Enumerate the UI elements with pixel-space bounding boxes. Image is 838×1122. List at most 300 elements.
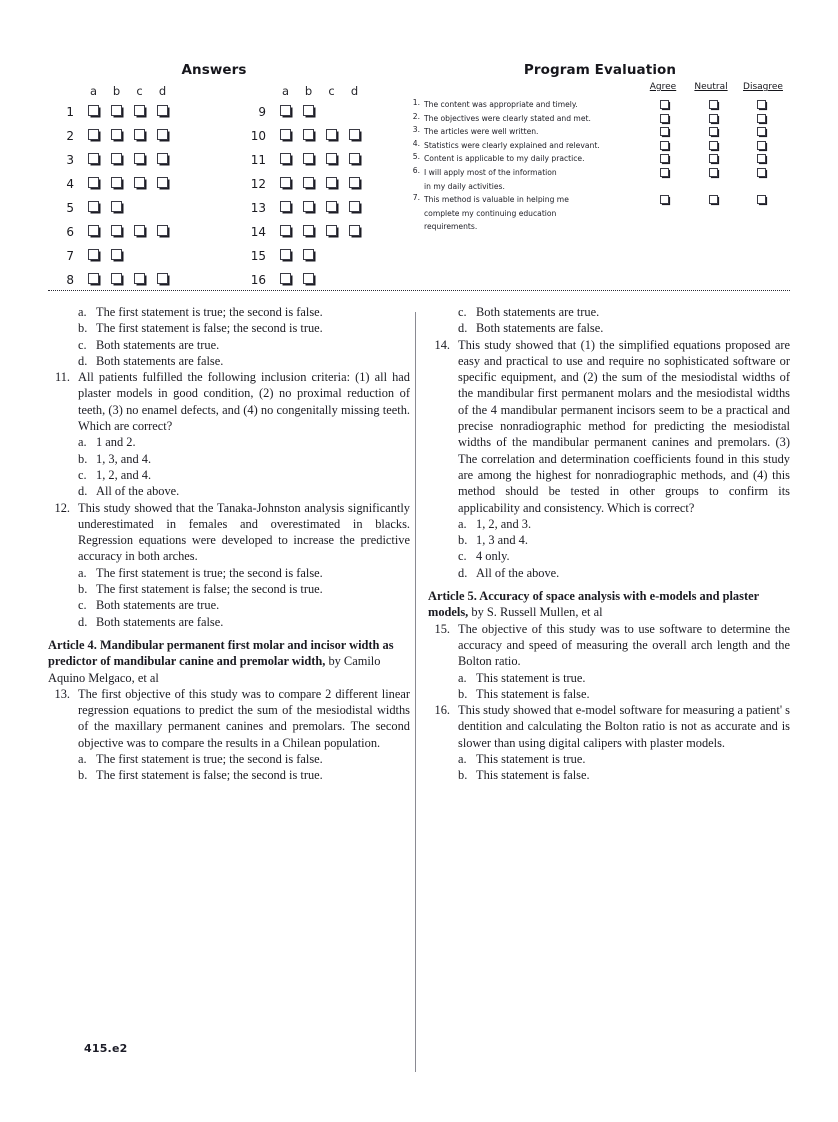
question-item (428, 337, 790, 516)
answers-column-header-c: c (328, 84, 335, 98)
answers-row-number: 11 (250, 153, 266, 167)
answers-title: Answers (181, 62, 247, 78)
program-evaluation-row (406, 152, 806, 166)
answers-column-header-a: a (89, 84, 98, 98)
program-evaluation-item-continuation (406, 220, 806, 234)
answers-row-number: 3 (66, 153, 74, 167)
question-number: 16. (434, 703, 450, 718)
program-evaluation-rows (406, 98, 806, 234)
column-divider (415, 312, 416, 1072)
evaluation-checkbox-3-disagree[interactable] (757, 127, 766, 138)
answers-row-number: 12 (250, 177, 266, 191)
answer-checkbox-9b[interactable] (297, 100, 320, 124)
option-letter: a. (78, 752, 87, 767)
answers-row-number: 2 (66, 129, 74, 143)
checkbox-icon[interactable] (111, 153, 122, 164)
answer-option (48, 565, 410, 581)
checkbox-icon[interactable] (280, 105, 291, 116)
checkbox-icon[interactable] (660, 127, 669, 136)
checkbox-icon[interactable] (757, 100, 766, 109)
answers-row (48, 172, 174, 196)
option-text: This statement is true. (476, 752, 586, 767)
checkbox-icon[interactable] (280, 129, 291, 140)
program-evaluation-item-number: 2. (412, 111, 420, 121)
program-evaluation-row (406, 125, 806, 139)
program-evaluation-scale-header (406, 82, 806, 98)
program-evaluation-item-number: 5. (412, 152, 420, 162)
program-evaluation-row (406, 139, 806, 153)
answer-cell-empty (128, 244, 151, 268)
checkbox-icon[interactable] (134, 153, 145, 164)
checkbox-icon[interactable] (757, 141, 766, 150)
answers-table-body-right (240, 100, 366, 292)
answers-row (48, 220, 174, 244)
answer-option (428, 304, 790, 320)
checkbox-icon[interactable] (280, 177, 291, 188)
checkbox-icon[interactable] (709, 114, 718, 123)
option-text: All of the above. (476, 565, 560, 580)
evaluation-checkbox-7-disagree[interactable] (757, 195, 766, 206)
answers-row-number: 4 (66, 177, 74, 191)
checkbox-icon[interactable] (88, 105, 99, 116)
section-divider-dotted (48, 290, 790, 291)
checkbox-icon[interactable] (111, 177, 122, 188)
checkbox-icon[interactable] (88, 225, 99, 236)
answer-option (48, 320, 410, 336)
checkbox-icon[interactable] (660, 114, 669, 123)
checkbox-icon[interactable] (157, 153, 168, 164)
program-evaluation-continuation-text: in my daily activities. (424, 181, 505, 191)
program-evaluation-continuation-text: requirements. (424, 222, 478, 232)
answer-checkbox-12b[interactable] (297, 172, 320, 196)
answers-row-number: 15 (250, 249, 266, 263)
option-letter: a. (78, 305, 87, 319)
option-letter: c. (458, 549, 467, 564)
answer-option (48, 353, 410, 369)
checkbox-icon[interactable] (303, 201, 314, 212)
option-letter: b. (78, 321, 88, 336)
option-text: This statement is false. (476, 768, 590, 783)
checkbox-icon[interactable] (134, 177, 145, 188)
question-body (0, 304, 838, 1094)
evaluation-checkbox-7-agree[interactable] (660, 195, 669, 206)
spacer (428, 581, 790, 584)
checkbox-icon[interactable] (326, 177, 337, 188)
program-evaluation-row (406, 112, 806, 126)
answer-checkbox-1d[interactable] (151, 100, 174, 124)
checkbox-icon[interactable] (757, 114, 766, 123)
answer-option (428, 565, 790, 581)
checkbox-icon[interactable] (134, 225, 145, 236)
program-evaluation-item-text: The articles were well written. (424, 127, 539, 137)
option-letter: b. (458, 533, 468, 548)
answer-option (428, 532, 790, 548)
checkbox-icon[interactable] (303, 153, 314, 164)
option-text: This statement is false. (476, 686, 590, 701)
checkbox-icon[interactable] (303, 249, 314, 260)
answer-option (48, 337, 410, 353)
option-letter: b. (78, 768, 88, 783)
checkbox-icon[interactable] (349, 129, 360, 140)
checkbox-icon[interactable] (111, 225, 122, 236)
checkbox-icon[interactable] (157, 177, 168, 188)
checkbox-icon[interactable] (111, 201, 122, 212)
checkbox-icon[interactable] (709, 154, 718, 163)
checkbox-icon[interactable] (660, 100, 669, 109)
checkbox-icon[interactable] (349, 177, 360, 188)
checkbox-icon[interactable] (709, 195, 718, 204)
checkbox-icon[interactable] (111, 129, 122, 140)
checkbox-icon[interactable] (111, 105, 122, 116)
answers-row-number: 5 (66, 201, 74, 215)
checkbox-icon[interactable] (157, 273, 168, 284)
checkbox-icon[interactable] (111, 249, 122, 260)
option-text: Both statements are true. (96, 337, 220, 352)
evaluation-checkbox-2-neutral[interactable] (709, 114, 718, 125)
checkbox-icon[interactable] (88, 273, 99, 284)
answer-checkbox-13a[interactable] (274, 196, 297, 220)
answer-checkbox-6d[interactable] (151, 220, 174, 244)
answer-cell-empty (320, 244, 343, 268)
option-text: Both statements are true. (96, 598, 220, 613)
option-letter: d. (458, 321, 468, 336)
question-text: All patients fulfilled the following inclusion criteria: (1) all had plaster models in good condition, (2) no proximal reduction of teeth, (3) no enamel defects, and (4) no congenitally missing teeth. Which are correct? (78, 370, 410, 434)
option-text: 1, 3 and 4. (476, 533, 528, 548)
answer-checkbox-7a[interactable] (82, 244, 105, 268)
checkbox-icon[interactable] (88, 153, 99, 164)
answers-table-left (48, 82, 174, 292)
answer-option (48, 467, 410, 483)
answer-cell-empty (151, 244, 174, 268)
checkbox-icon[interactable] (280, 153, 291, 164)
answers-row (240, 268, 366, 292)
program-evaluation-item-number: 6. (412, 165, 420, 175)
evaluation-checkbox-4-neutral[interactable] (709, 141, 718, 152)
answers-header-blank (48, 82, 82, 100)
answer-option (48, 751, 410, 767)
checkbox-icon[interactable] (280, 273, 291, 284)
answer-checkbox-10c[interactable] (320, 124, 343, 148)
checkbox-icon[interactable] (709, 168, 718, 177)
answer-checkbox-7b[interactable] (105, 244, 128, 268)
answer-checkbox-4b[interactable] (105, 172, 128, 196)
evaluation-checkbox-5-disagree[interactable] (757, 154, 766, 165)
question-text: This study showed that e-model software for measuring a patient' s dentition and calculating the Bolton ratio is not as accurate and is slower than using digital calipers with plaster models. (458, 703, 790, 750)
answer-checkbox-5a[interactable] (82, 196, 105, 220)
evaluation-checkbox-3-agree[interactable] (660, 127, 669, 138)
answer-checkbox-15a[interactable] (274, 244, 297, 268)
answer-checkbox-8c[interactable] (128, 268, 151, 292)
answers-row (240, 196, 366, 220)
answer-checkbox-13c[interactable] (320, 196, 343, 220)
checkbox-icon[interactable] (303, 273, 314, 284)
option-text: The first statement is true; the second is false. (96, 752, 323, 767)
program-evaluation-block (406, 82, 806, 234)
evaluation-checkbox-5-neutral[interactable] (709, 154, 718, 165)
answer-checkbox-14c[interactable] (320, 220, 343, 244)
answer-checkbox-12a[interactable] (274, 172, 297, 196)
answer-checkbox-3b[interactable] (105, 148, 128, 172)
evaluation-checkbox-1-neutral[interactable] (709, 100, 718, 111)
evaluation-checkbox-6-disagree[interactable] (757, 168, 766, 179)
program-evaluation-item-text: This method is valuable in helping me (424, 195, 569, 205)
question-column-right (428, 304, 790, 784)
answers-row (240, 124, 366, 148)
checkbox-icon[interactable] (660, 168, 669, 177)
answer-checkbox-3c[interactable] (128, 148, 151, 172)
spacer (48, 630, 410, 633)
answer-option (48, 451, 410, 467)
answer-checkbox-6c[interactable] (128, 220, 151, 244)
answers-table-head-right (240, 82, 366, 100)
checkbox-icon[interactable] (660, 154, 669, 163)
answers-row (240, 172, 366, 196)
answers-row-number: 10 (250, 129, 266, 143)
answer-checkbox-16b[interactable] (297, 268, 320, 292)
option-letter: b. (78, 582, 88, 597)
program-evaluation-continuation-text: complete my continuing education (424, 208, 557, 218)
answer-cell-empty (320, 268, 343, 292)
option-letter: d. (78, 614, 88, 629)
question-number: 13. (54, 686, 70, 701)
checkbox-icon[interactable] (88, 249, 99, 260)
program-evaluation-item-number: 4. (412, 138, 420, 148)
option-text: 1, 2, and 3. (476, 516, 532, 531)
checkbox-icon[interactable] (660, 141, 669, 150)
answer-checkbox-6a[interactable] (82, 220, 105, 244)
answers-column-header-d: d (350, 84, 359, 98)
answers-column-header-c: c (136, 84, 143, 98)
answer-checkbox-11b[interactable] (297, 148, 320, 172)
option-text: The first statement is false; the second is true. (96, 321, 323, 336)
option-letter: b. (78, 451, 88, 466)
checkbox-icon[interactable] (757, 168, 766, 177)
option-text: 4 only. (476, 549, 510, 564)
answers-column-header-d: d (158, 84, 167, 98)
answer-option (48, 434, 410, 450)
checkbox-icon[interactable] (134, 129, 145, 140)
answers-column-header-b: b (112, 84, 121, 98)
answer-checkbox-14b[interactable] (297, 220, 320, 244)
option-letter: c. (78, 337, 87, 352)
answer-checkbox-2a[interactable] (82, 124, 105, 148)
evaluation-checkbox-4-agree[interactable] (660, 141, 669, 152)
answers-row-number: 1 (66, 105, 74, 119)
program-evaluation-item-number: 1. (412, 98, 420, 107)
answers-row-number: 6 (66, 225, 74, 239)
checkbox-icon[interactable] (157, 225, 168, 236)
answers-header-row-right (240, 82, 366, 100)
option-text: Both statements are false. (476, 321, 604, 336)
evaluation-checkbox-4-disagree[interactable] (757, 141, 766, 152)
option-letter: a. (458, 516, 467, 531)
answer-checkbox-2b[interactable] (105, 124, 128, 148)
answers-row (48, 244, 174, 268)
option-letter: b. (458, 768, 468, 783)
answer-checkbox-4d[interactable] (151, 172, 174, 196)
checkbox-icon[interactable] (303, 225, 314, 236)
checkbox-icon[interactable] (157, 105, 168, 116)
answer-checkbox-4c[interactable] (128, 172, 151, 196)
question-text: The first objective of this study was to compare 2 different linear regression equations to predict the sum of the mesiodistal widths of the maxillary permanent canines and premolars. The second objective was to compare the results in a Chilean population. (78, 686, 410, 750)
question-number: 11. (54, 370, 70, 385)
checkbox-icon[interactable] (349, 225, 360, 236)
option-text: Both statements are false. (96, 614, 224, 629)
evaluation-checkbox-2-agree[interactable] (660, 114, 669, 125)
option-letter: c. (78, 467, 87, 482)
checkbox-icon[interactable] (660, 195, 669, 204)
option-text: All of the above. (96, 484, 180, 499)
answer-checkbox-3d[interactable] (151, 148, 174, 172)
answer-checkbox-10b[interactable] (297, 124, 320, 148)
answers-row-number: 7 (66, 249, 74, 263)
answer-checkbox-5b[interactable] (105, 196, 128, 220)
checkbox-icon[interactable] (134, 105, 145, 116)
answer-checkbox-14a[interactable] (274, 220, 297, 244)
option-letter: d. (78, 484, 88, 499)
option-text: 1, 3, and 4. (96, 451, 152, 466)
checkbox-icon[interactable] (280, 201, 291, 212)
option-letter: c. (458, 305, 467, 319)
article-title: Article 5. Accuracy of space analysis with e-models and plaster models, (428, 589, 759, 620)
question-number: 14. (434, 337, 450, 352)
checkbox-icon[interactable] (709, 141, 718, 150)
answer-checkbox-8d[interactable] (151, 268, 174, 292)
answer-checkbox-1a[interactable] (82, 100, 105, 124)
answer-option (48, 581, 410, 597)
answer-checkbox-6b[interactable] (105, 220, 128, 244)
checkbox-icon[interactable] (757, 154, 766, 163)
checkbox-icon[interactable] (303, 129, 314, 140)
answer-checkbox-8a[interactable] (82, 268, 105, 292)
checkbox-icon[interactable] (326, 225, 337, 236)
checkbox-icon[interactable] (88, 177, 99, 188)
checkbox-icon[interactable] (111, 273, 122, 284)
answer-checkbox-11a[interactable] (274, 148, 297, 172)
checkbox-icon[interactable] (349, 153, 360, 164)
answers-row-number: 8 (66, 273, 74, 287)
answers-column-header-b: b (304, 84, 313, 98)
question-item (48, 686, 410, 751)
answer-checkbox-8b[interactable] (105, 268, 128, 292)
answer-checkbox-14d[interactable] (343, 220, 366, 244)
evaluation-checkbox-5-agree[interactable] (660, 154, 669, 165)
checkbox-icon[interactable] (280, 249, 291, 260)
program-evaluation-row (406, 193, 806, 207)
checkbox-icon[interactable] (757, 195, 766, 204)
evaluation-checkbox-1-disagree[interactable] (757, 100, 766, 111)
checkbox-icon[interactable] (757, 127, 766, 136)
answer-checkbox-4a[interactable] (82, 172, 105, 196)
answers-row-number: 14 (250, 225, 266, 239)
program-evaluation-item-text: The objectives were clearly stated and met. (424, 113, 591, 123)
option-text: Both statements are true. (476, 305, 600, 319)
answer-checkbox-3a[interactable] (82, 148, 105, 172)
answer-checkbox-16a[interactable] (274, 268, 297, 292)
answer-checkbox-9a[interactable] (274, 100, 297, 124)
answer-sheet-section (0, 0, 838, 300)
program-evaluation-row (406, 98, 806, 112)
answers-row (240, 100, 366, 124)
checkbox-icon[interactable] (326, 201, 337, 212)
scale-header-neutral: Neutral (694, 82, 728, 92)
answer-checkbox-15b[interactable] (297, 244, 320, 268)
answer-checkbox-13d[interactable] (343, 196, 366, 220)
checkbox-icon[interactable] (349, 201, 360, 212)
option-letter: a. (458, 670, 467, 685)
option-text: The first statement is false; the second is true. (96, 768, 323, 783)
question-text: This study showed that (1) the simplified equations proposed are easy and practical to use and require no sophisticated software or specific equipment, and (2) the sum of the mesiodistal widths of the mandibular first permanent molars and the mesiodistal widths of the 4 mandibular permanent incisors seem to be a practical and precise nonradiographic method for predicting the mesiodistal widths of the mandibular permanent canines and premolars. (3) The correlation and determination coefficients found in this study are among the highest for nonradiographic methods, and (4) this method should be tested in other groups to confirm its applicability and consistency. Which is correct? (458, 337, 790, 515)
option-text: 1, 2, and 4. (96, 467, 152, 482)
checkbox-icon[interactable] (326, 129, 337, 140)
answer-checkbox-10d[interactable] (343, 124, 366, 148)
option-text: 1 and 2. (96, 435, 136, 450)
checkbox-icon[interactable] (709, 100, 718, 109)
answers-column-header-a: a (281, 84, 290, 98)
program-evaluation-title: Program Evaluation (523, 62, 677, 78)
answers-header-blank-right (240, 82, 274, 100)
answer-checkbox-1b[interactable] (105, 100, 128, 124)
answer-checkbox-2d[interactable] (151, 124, 174, 148)
question-number: 15. (434, 621, 450, 636)
article-heading (48, 637, 410, 686)
answers-row-number: 13 (250, 201, 266, 215)
checkbox-icon[interactable] (709, 127, 718, 136)
answer-checkbox-1c[interactable] (128, 100, 151, 124)
answer-option (428, 686, 790, 702)
answer-checkbox-12c[interactable] (320, 172, 343, 196)
evaluation-checkbox-1-agree[interactable] (660, 100, 669, 111)
answers-row (48, 196, 174, 220)
checkbox-icon[interactable] (303, 177, 314, 188)
checkbox-icon[interactable] (88, 129, 99, 140)
evaluation-checkbox-2-disagree[interactable] (757, 114, 766, 125)
answer-checkbox-11d[interactable] (343, 148, 366, 172)
answer-option (48, 483, 410, 499)
program-evaluation-item-text: The content was appropriate and timely. (424, 100, 578, 109)
checkbox-icon[interactable] (303, 105, 314, 116)
evaluation-checkbox-6-neutral[interactable] (709, 168, 718, 179)
option-letter: d. (458, 565, 468, 580)
scale-header-disagree: Disagree (743, 82, 783, 92)
question-column-left (48, 304, 410, 784)
answer-option (428, 320, 790, 336)
answer-option (428, 670, 790, 686)
answers-row-number: 9 (258, 105, 266, 119)
answer-option (428, 516, 790, 532)
answer-checkbox-11c[interactable] (320, 148, 343, 172)
answer-checkbox-10a[interactable] (274, 124, 297, 148)
checkbox-icon[interactable] (134, 273, 145, 284)
answer-option (428, 751, 790, 767)
question-item (428, 621, 790, 670)
checkbox-icon[interactable] (326, 153, 337, 164)
checkbox-icon[interactable] (88, 201, 99, 212)
checkbox-icon[interactable] (157, 129, 168, 140)
answers-table-right (240, 82, 366, 292)
program-evaluation-row (406, 166, 806, 180)
evaluation-checkbox-7-neutral[interactable] (709, 195, 718, 206)
answer-checkbox-12d[interactable] (343, 172, 366, 196)
evaluation-checkbox-6-agree[interactable] (660, 168, 669, 179)
answers-row (48, 124, 174, 148)
program-evaluation-item-number: 3. (412, 125, 420, 135)
answer-checkbox-13b[interactable] (297, 196, 320, 220)
evaluation-checkbox-3-neutral[interactable] (709, 127, 718, 138)
checkbox-icon[interactable] (280, 225, 291, 236)
answer-checkbox-2c[interactable] (128, 124, 151, 148)
answers-row (48, 268, 174, 292)
